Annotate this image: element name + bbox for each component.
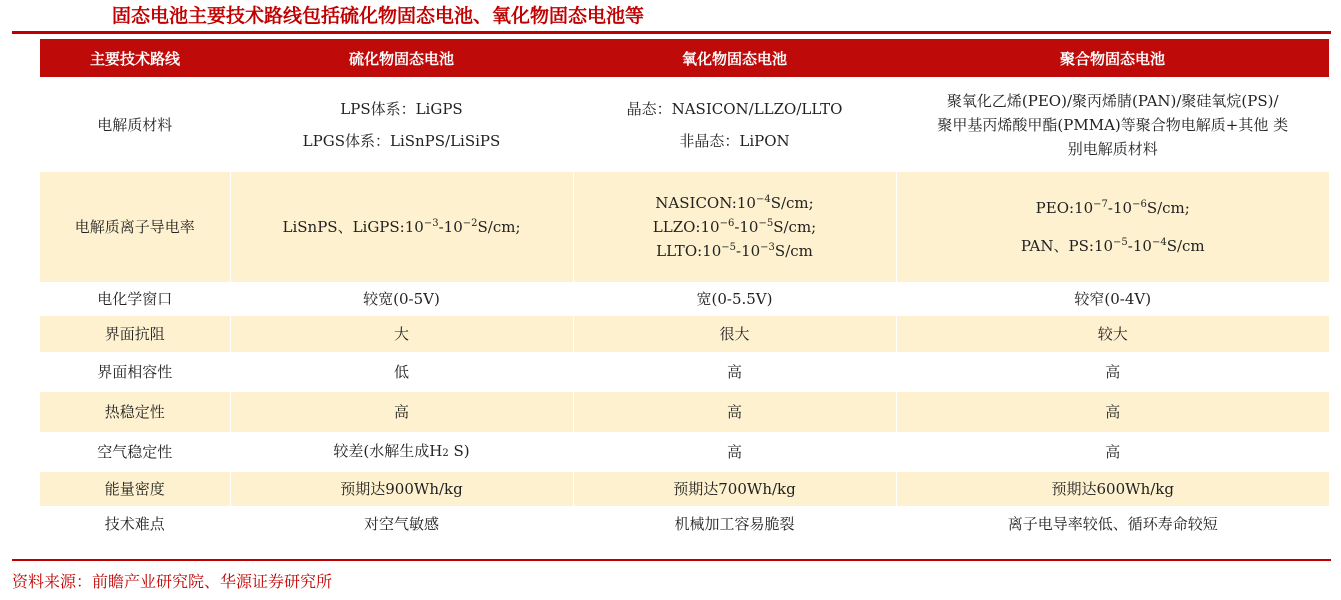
cell-line: 晶态：NASICON/LLZO/LLTO [626, 99, 843, 118]
cell-sulfide: 较差(水解生成H2 S) [230, 432, 573, 472]
row-label: 界面相容性 [40, 352, 230, 392]
cell-oxide [573, 77, 896, 172]
conductivity-line: $PEO:10^{-7}-10^{-6}S/cm$; [1035, 199, 1190, 217]
page-title: 固态电池主要技术路线包括硫化物固态电池、氧化物固态电池等 [112, 5, 645, 27]
cell-oxide: 宽(0-5.5V) [573, 282, 896, 316]
cell-oxide: 预期达700Wh/kg [573, 472, 896, 506]
cell-sulfide [230, 172, 573, 282]
table-row [40, 506, 1329, 542]
table-header-row [40, 39, 1329, 77]
source-note: 资料来源：前瞻产业研究院、华源证券研究所 [12, 572, 333, 591]
row-label: 电化学窗口 [40, 282, 230, 316]
cell-oxide [573, 172, 896, 282]
conductivity-line: PAN、$PS:10^{-5}-10^{-4}S/cm$ [1020, 237, 1205, 255]
cell-line: LPGS体系：LiSnPS/LiSiPS [302, 131, 501, 150]
cell-polymer: 高 [896, 392, 1329, 432]
cell-sulfide: 高 [230, 392, 573, 432]
cell-oxide: 高 [573, 432, 896, 472]
cell-line: LPS体系：LiGPS [340, 99, 463, 118]
cell-oxide: 高 [573, 392, 896, 432]
comparison-table [40, 39, 1329, 542]
conductivity-line: $LLZO:10^{-6}-10^{-5}S/cm$; [652, 218, 817, 236]
table-row [40, 392, 1329, 432]
cell-oxide: 高 [573, 352, 896, 392]
table-row [40, 316, 1329, 352]
header-oxide: 氧化物固态电池 [573, 39, 896, 77]
cell-polymer: 预期达600Wh/kg [896, 472, 1329, 506]
cell-sulfide: 低 [230, 352, 573, 392]
cell-polymer: 离子电导率较低、循环寿命较短 [896, 506, 1329, 542]
table-row [40, 432, 1329, 472]
title-divider [12, 31, 1331, 34]
conductivity-line: $NASICON:10^{-4}S/cm$; [655, 194, 814, 212]
source-divider [12, 559, 1331, 561]
cell-line: 聚氧化乙烯(PEO)/聚丙烯腈(PAN)/聚硅氧烷(PS)/ [946, 91, 1279, 110]
conductivity-line: $LLTO:10^{-5}-10^{-3}S/cm$ [656, 242, 813, 260]
header-polymer: 聚合物固态电池 [896, 39, 1329, 77]
cell-line: 别电解质材料 [1067, 139, 1158, 158]
row-label: 技术难点 [40, 506, 230, 542]
row-label: 界面抗阻 [40, 316, 230, 352]
cell-sulfide: 大 [230, 316, 573, 352]
row-label: 能量密度 [40, 472, 230, 506]
cell-line: 非晶态：LiPON [679, 131, 790, 150]
row-label: 电解质材料 [40, 77, 230, 172]
cell-line: 聚甲基丙烯酸甲酯(PMMA)等聚合物电解质+其他 类 [937, 115, 1289, 134]
table-row [40, 172, 1329, 282]
cell-polymer: 较大 [896, 316, 1329, 352]
table-row [40, 282, 1329, 316]
cell-polymer: 较窄(0-4V) [896, 282, 1329, 316]
table-row [40, 77, 1329, 172]
cell-sulfide: 较宽(0-5V) [230, 282, 573, 316]
header-route: 主要技术路线 [40, 39, 230, 77]
cell-oxide: 很大 [573, 316, 896, 352]
cell-polymer: 高 [896, 432, 1329, 472]
cell-sulfide: 预期达900Wh/kg [230, 472, 573, 506]
cell-sulfide: 对空气敏感 [230, 506, 573, 542]
row-label: 空气稳定性 [40, 432, 230, 472]
conductivity-line: LiSnPS、$LiGPS:10^{-3}-10^{-2}S/cm$; [282, 218, 521, 236]
row-label: 热稳定性 [40, 392, 230, 432]
row-label: 电解质离子导电率 [40, 172, 230, 282]
cell-oxide: 机械加工容易脆裂 [573, 506, 896, 542]
table-row [40, 352, 1329, 392]
cell-polymer [896, 172, 1329, 282]
header-sulfide: 硫化物固态电池 [230, 39, 573, 77]
cell-polymer: 高 [896, 352, 1329, 392]
cell-sulfide [230, 77, 573, 172]
table-row [40, 472, 1329, 506]
cell-polymer [896, 77, 1329, 172]
